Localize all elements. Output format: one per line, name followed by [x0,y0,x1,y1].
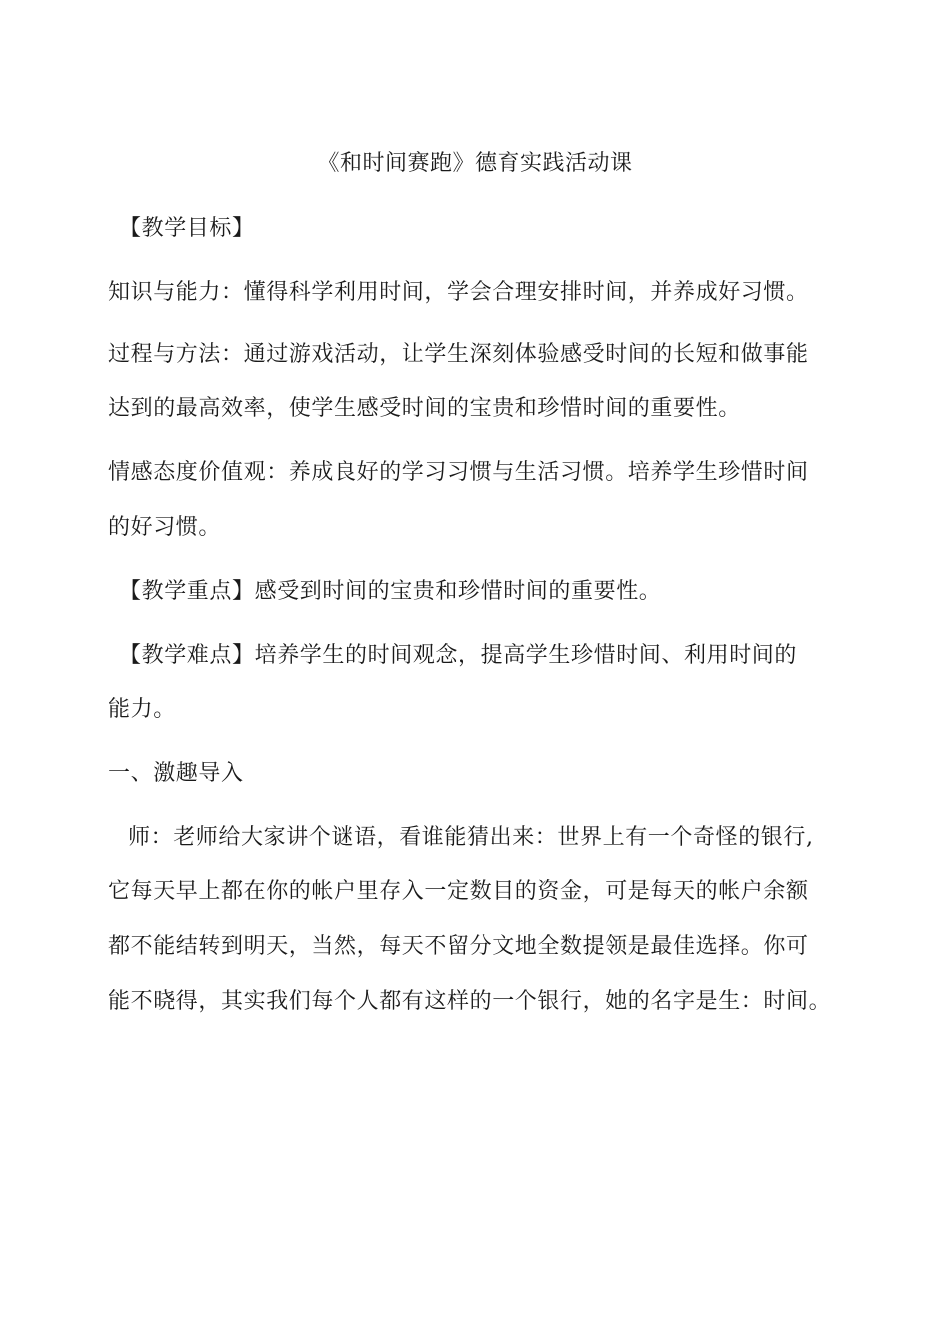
paragraph-teacher-line-4: 能不晓得，其实我们每个人都有这样的一个银行，她的名字是生：时间。 [108,989,832,1014]
paragraph-teacher-line-2: 它每天早上都在你的帐户里存入一定数目的资金，可是每天的帐户余额 [108,879,809,904]
paragraph-process-method-line-2: 达到的最高效率，使学生感受时间的宝贵和珍惜时间的重要性。 [108,396,741,421]
paragraph-teaching-focus: 【教学重点】感受到时间的宝贵和珍惜时间的重要性。 [119,579,662,604]
paragraph-teaching-difficulty-line-1: 【教学难点】培养学生的时间观念，提高学生珍惜时间、利用时间的 [119,643,798,668]
section-heading-introduction: 一、激趣导入 [108,761,244,786]
paragraph-emotion-values-line-1: 情感态度价值观：养成良好的学习习惯与生活习惯。培养学生珍惜时间 [108,460,809,485]
paragraph-teacher-line-1: 师：老师给大家讲个谜语，看谁能猜出来：世界上有一个奇怪的银行, [128,825,814,850]
paragraph-teaching-difficulty-line-2: 能力。 [108,697,176,722]
paragraph-emotion-values-line-2: 的好习惯。 [108,515,222,540]
paragraph-knowledge-ability: 知识与能力：懂得科学利用时间，学会合理安排时间，并养成好习惯。 [108,280,809,305]
paragraph-process-method-line-1: 过程与方法：通过游戏活动，让学生深刻体验感受时间的长短和做事能 [108,342,809,367]
paragraph-teacher-line-3: 都不能结转到明天，当然，每天不留分文地全数提领是最佳选择。你可 [108,934,809,959]
document-title: 《和时间赛跑》德育实践活动课 [317,151,633,176]
section-heading-teaching-goals: 【教学目标】 [119,216,255,241]
